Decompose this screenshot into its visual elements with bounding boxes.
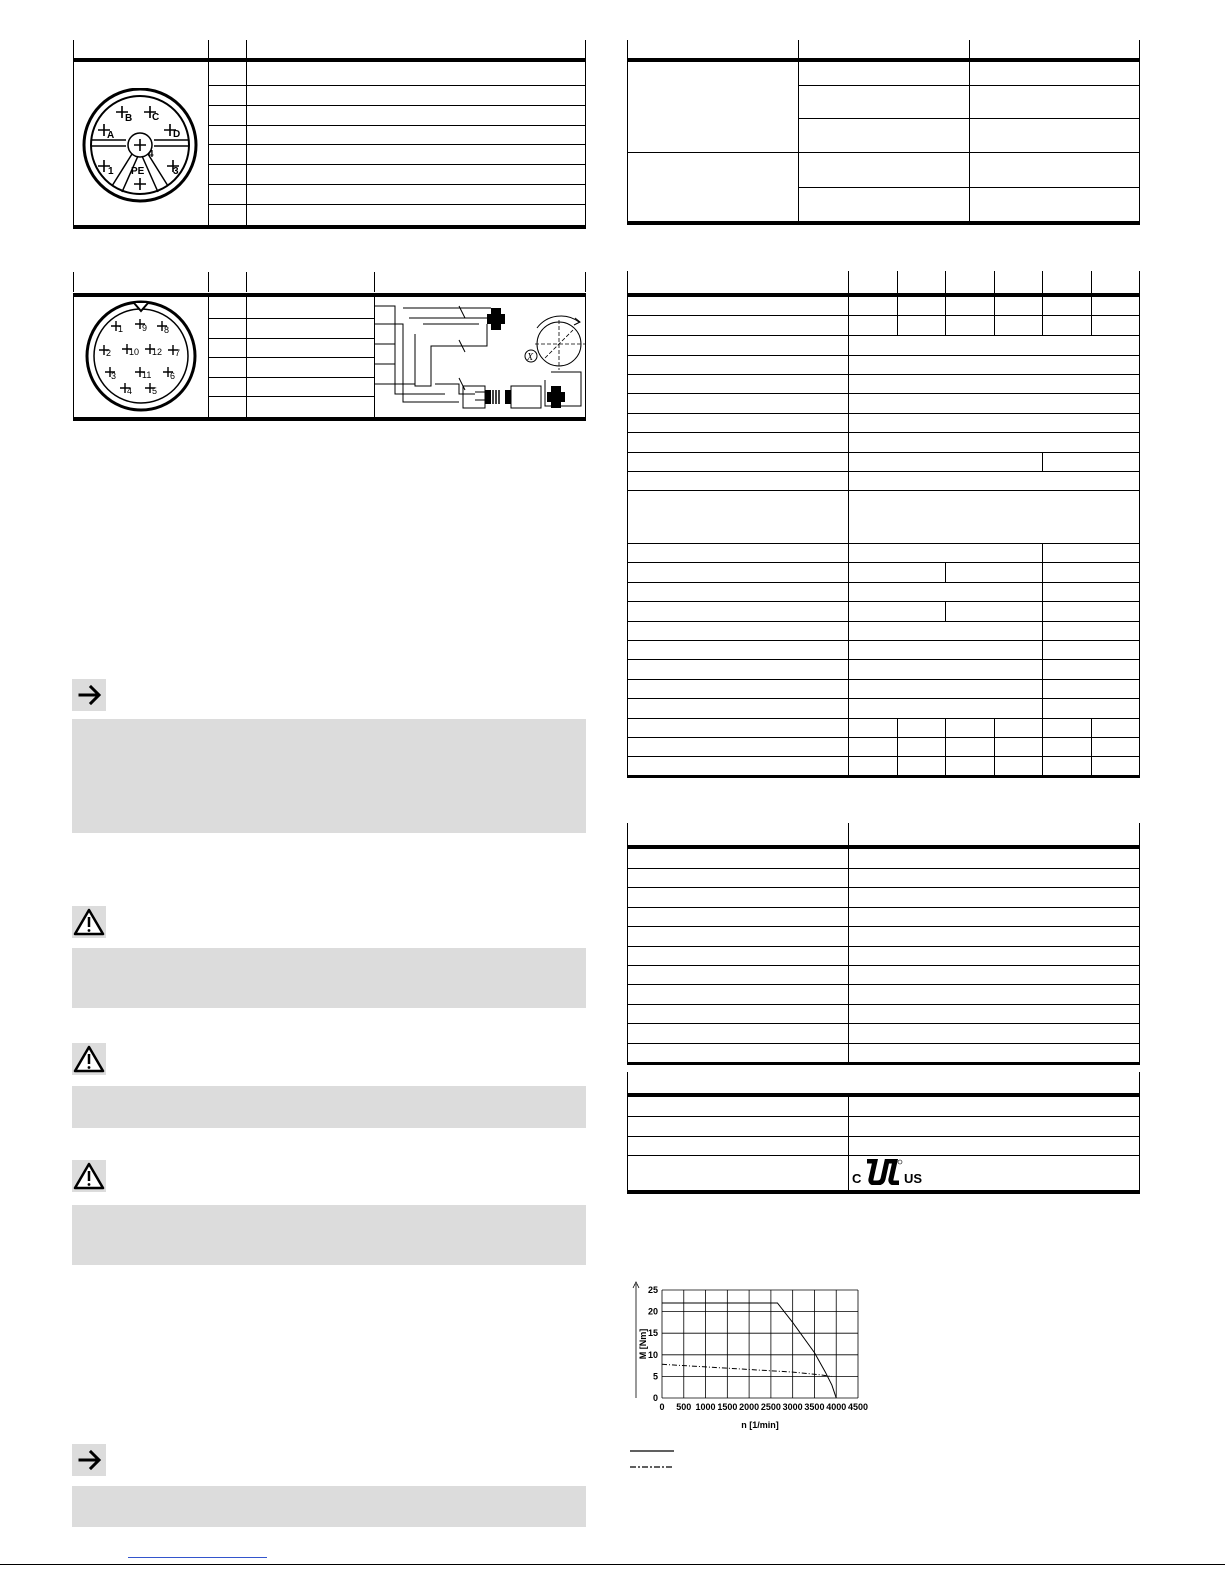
ul-us-label: US [904,1171,923,1186]
x-tick-label: 500 [676,1402,692,1412]
x-tick-label: 0 [659,1402,665,1412]
signal-connector-diagram [80,299,202,413]
x-tick-label: 3500 [804,1402,825,1412]
ul-certification-mark [852,1159,932,1187]
signal-pin-label: 10 [129,347,140,357]
power-pin-label: PE [131,166,145,177]
warning-panel [72,1205,586,1265]
legend-dashdot-line [630,1464,674,1470]
signal-pin-label: 2 [106,348,112,358]
x-tick-label: 1500 [717,1402,738,1412]
y-axis-label: M [Nm] [638,1328,648,1360]
footer-rule [0,1564,1225,1565]
x-tick-label: 3000 [782,1402,803,1412]
arrow-right-icon [72,1444,106,1476]
warning-icon-box [72,1160,106,1192]
y-tick-label: 25 [647,1285,658,1295]
footer-link[interactable] [128,1557,267,1558]
note-panel [72,719,586,833]
encoder-symbol: X [527,352,534,363]
power-connector-diagram [78,88,204,208]
ul-logo-icon [863,1159,903,1185]
x-tick-label: 4000 [826,1402,847,1412]
power-pin-label: 1 [108,166,114,177]
torque-speed-chart [620,1280,880,1430]
signal-pin-label: 7 [175,348,181,358]
note-icon-box [72,1444,106,1476]
warning-triangle-icon [72,1043,106,1075]
power-pin-label: 4 [148,149,154,160]
x-tick-label: 2000 [739,1402,760,1412]
series-line-dashdot [662,1364,832,1376]
arrow-right-icon [72,679,106,711]
note-icon-box [72,679,106,711]
x-tick-label: 4500 [847,1402,869,1412]
power-pin-label: D [173,129,181,140]
signal-pin-label: 12 [152,347,163,357]
note-panel [72,1486,586,1527]
signal-pin-label: 9 [142,323,148,333]
warning-panel [72,1086,586,1128]
y-tick-label: 15 [647,1328,658,1339]
warning-triangle-icon [72,906,106,938]
ul-c-label: C [852,1171,862,1186]
power-pin-label: A [107,130,115,141]
signal-pin-label: 4 [127,386,133,396]
y-tick-label: 20 [647,1306,658,1317]
x-axis-label: n [1/min] [741,1420,779,1430]
signal-pin-label: 8 [164,325,170,335]
x-tick-label: 1000 [695,1402,716,1412]
signal-pin-label: 5 [152,386,158,396]
warning-triangle-icon [72,1160,106,1192]
legend-solid-line [630,1448,674,1454]
power-pin-label: 3 [173,166,179,177]
signal-pin-label: 1 [118,324,124,334]
warning-panel [72,948,586,1008]
y-tick-label: 0 [652,1393,658,1403]
signal-pin-label: 3 [111,371,117,381]
signal-pin-label: 6 [170,371,176,381]
y-tick-label: 5 [652,1371,658,1382]
power-pin-label: C [152,112,160,123]
warning-icon-box [72,906,106,938]
encoder-wiring-diagram [375,298,585,416]
power-pin-label: B [125,113,133,124]
signal-pin-label: 11 [142,370,152,380]
y-tick-label: 10 [647,1349,658,1360]
warning-icon-box [72,1043,106,1075]
x-tick-label: 2500 [760,1402,781,1412]
